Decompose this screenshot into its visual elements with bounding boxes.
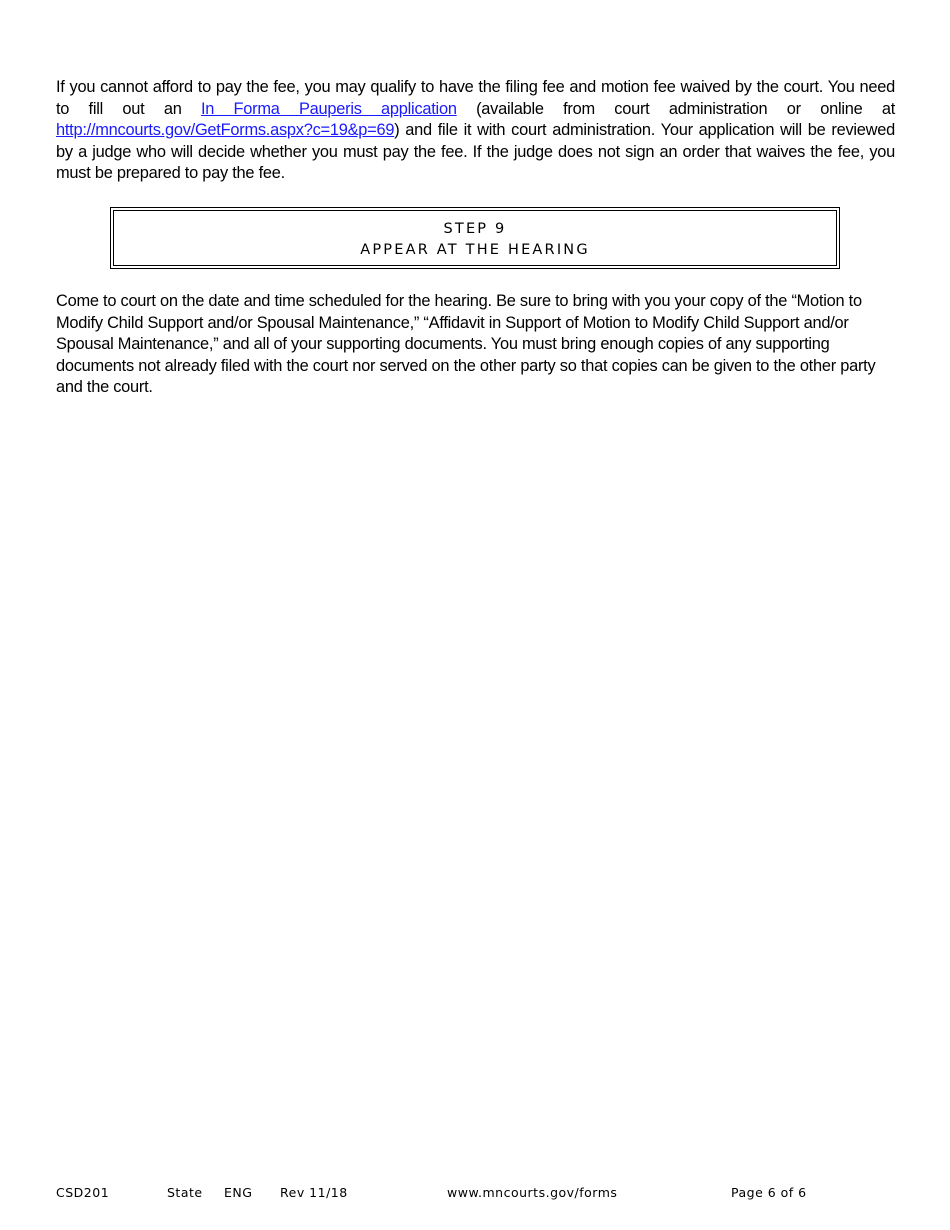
footer-form-code: CSD201 — [56, 1185, 110, 1200]
in-forma-pauperis-link[interactable]: In Forma Pauperis application — [200, 99, 457, 118]
step-heading-inner — [113, 210, 837, 266]
step-heading-box — [110, 207, 840, 269]
footer-revision: Rev 11/18 — [280, 1185, 348, 1200]
fee-waiver-paragraph — [56, 77, 895, 185]
footer-language: ENG — [224, 1185, 253, 1200]
step-number: STEP 9 — [443, 221, 507, 237]
footer-website[interactable]: www.mncourts.gov/forms — [447, 1185, 618, 1200]
hearing-paragraph: Come to court on the date and time scheduled for the hearing. Be sure to bring with you your copy of the “Motion to Modify Child Support and/or Spousal Maintenance,” “Affidavit in Support of Motion to Modify Child Support and/or Spousal Maintenance,” and all of your supporting documents. You must bring enough copies of any supporting documents not already filed with the court nor served on the other party so that copies can be given to the other party and the court. — [56, 292, 876, 397]
fee-waiver-text-3: ) and file it with court administration. Your application will be reviewed by a judge who will decide whether you must pay the fee. If the judge does not sign an order that waives the fee, you must be prepared to pay the fee. — [56, 121, 895, 183]
get-forms-url-link[interactable]: http://mncourts.gov/GetForms.aspx?c=19&p=69 — [56, 121, 395, 140]
fee-waiver-text-1: If you cannot afford to pay the fee, you may qualify to have the filing fee and motion fee waived by the court. You need to fill out an — [56, 78, 895, 118]
fee-waiver-text-2: (available from court administration or online at — [456, 99, 896, 118]
step-title: APPEAR AT THE HEARING — [360, 242, 590, 258]
footer-page-number: Page 6 of 6 — [731, 1185, 807, 1200]
footer-jurisdiction: State — [167, 1185, 203, 1200]
